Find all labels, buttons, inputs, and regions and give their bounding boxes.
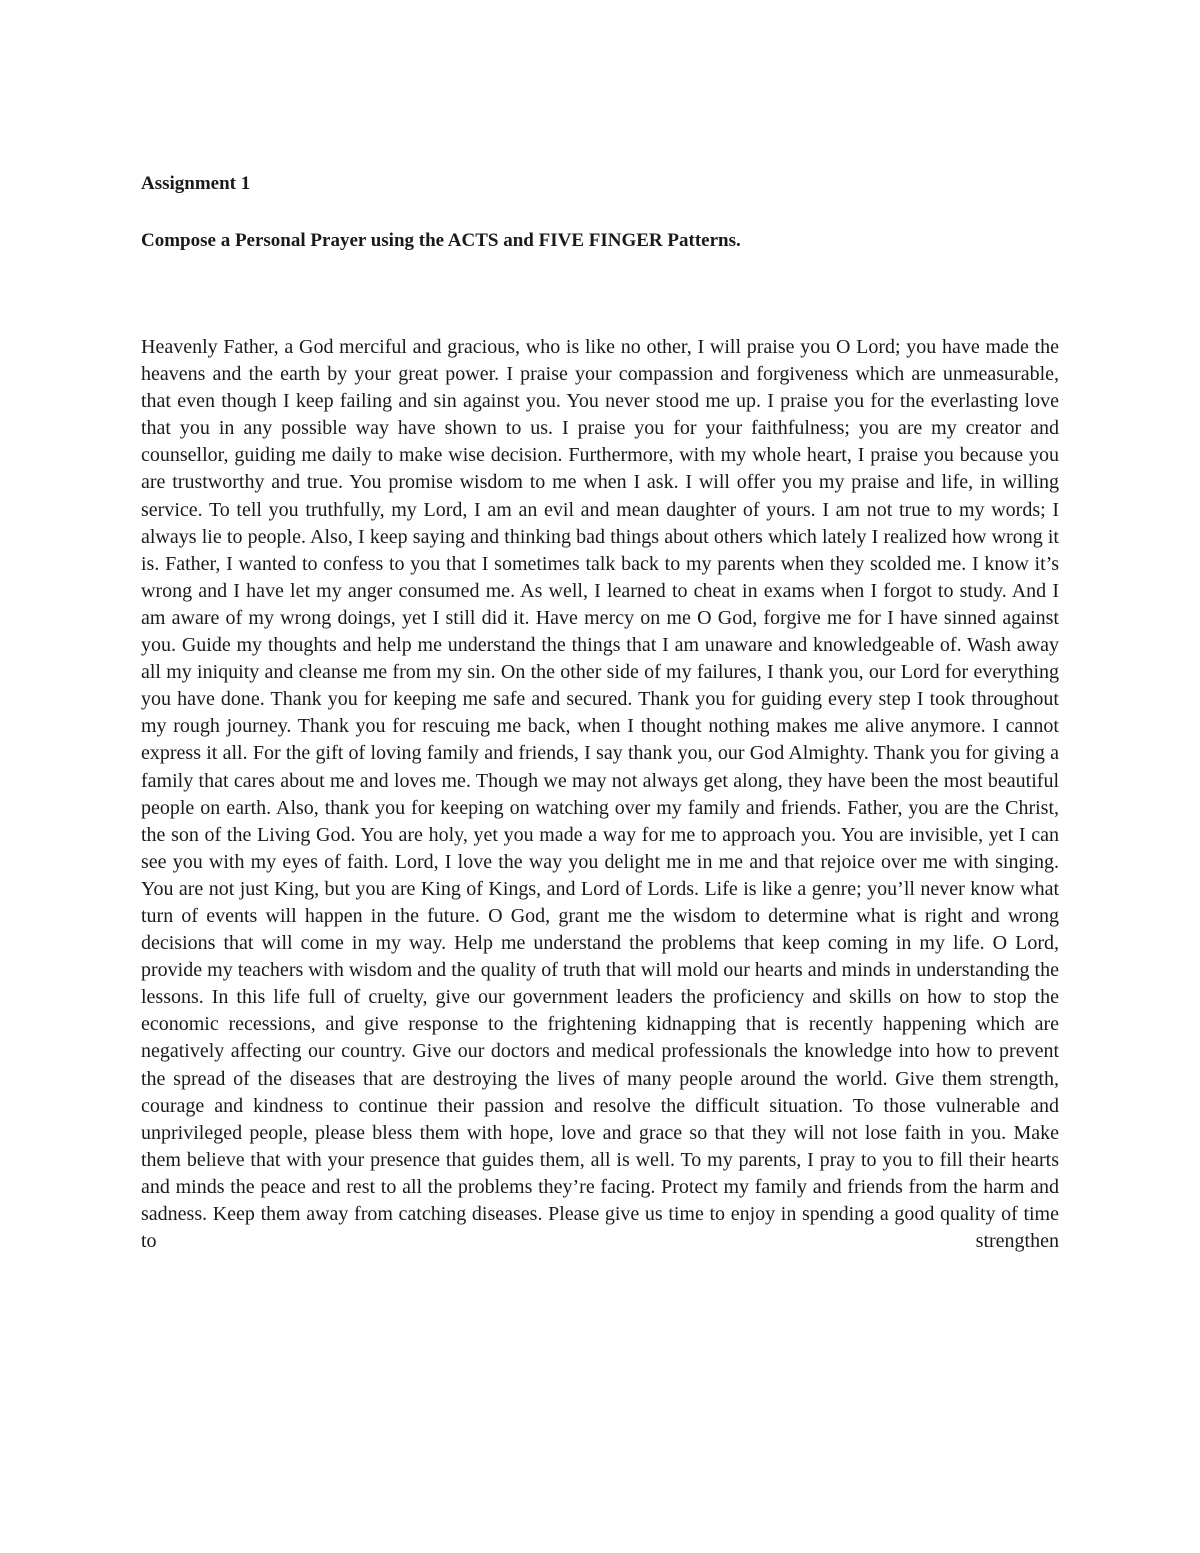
document-title: Assignment 1 [141, 173, 251, 194]
prayer-body-text: Heavenly Father, a God merciful and gracious, who is like no other, I will praise you O Lord; you have made the heavens and the earth by your great power. I praise your compassion and forgiveness which are unmeasurable, that even though I keep failing and sin against you. You never stood me up. I praise you for the everlasting love that you in any possible way have shown to us. I praise you for your faithfulness; you are my creator and counsellor, guiding me daily to make wise decision. Furthermore, with my whole heart, I praise you because you are trustworthy and true. You promise wisdom to me when I ask. I will offer you my praise and life, in willing service. To tell you truthfully, my Lord, I am an evil and mean daughter of yours. I am not true to my words; I always lie to people. Also, I keep saying and thinking bad things about others which lately I realized how wrong it is. Father, I wanted to confess to you that I sometimes talk back to my parents when they scolded me. I know it’s wrong and I have let my anger consumed me. As well, I learned to cheat in exams when I forgot to study. And I am aware of my wrong doings, yet I still did it. Have mercy on me O God, forgive me for I have sinned against you. Guide my thoughts and help me understand the things that I am unaware and knowledgeable of. Wash away all my iniquity and cleanse me from my sin. On the other side of my failures, I thank you, our Lord for everything you have done. Thank you for keeping me safe and secured. Thank you for guiding every step I took throughout my rough journey. Thank you for rescuing me back, when I thought nothing makes me alive anymore. I cannot express it all. For the gift of loving family and friends, I say thank you, our God Almighty. Thank you for giving a family that cares about me and loves me. Though we may not always get along, they have been the most beautiful people on earth. Also, thank you for keeping on watching over my family and friends. Father, you are the Christ, the son of the Living God. You are holy, yet you made a way for me to approach you. You are invisible, yet I can see you with my eyes of faith. Lord, I love the way you delight me in me and that rejoice over me with singing. You are not just King, but you are King of Kings, and Lord of Lords. Life is like a genre; you’ll never know what turn of events will happen in the future. O God, grant me the wisdom to determine what is right and wrong decisions that will come in my way. Help me understand the problems that keep coming in my life. O Lord, provide my teachers with wisdom and the quality of truth that will mold our hearts and minds in understanding the lessons. In this life full of cruelty, give our government leaders the proficiency and skills on how to stop the economic recessions, and give response to the frightening kidnapping that is recently happening which are negatively affecting our country. Give our doctors and medical professionals the knowledge into how to prevent the spread of the diseases that are destroying the lives of many people around the world. Give them strength, courage and kindness to continue their passion and resolve the difficult situation. To those vulnerable and unprivileged people, please bless them with hope, love and grace so that they will not lose faith in you. Make them believe that with your presence that guides them, all is well. To my parents, I pray to you to fill their hearts and minds the peace and rest to all the problems they’re facing. Protect my family and friends from the harm and sadness. Keep them away from catching diseases. Please give us time to enjoy in spending a good quality of time to strengthen [141, 336, 1059, 1253]
document-subtitle: Compose a Personal Prayer using the ACTS and FIVE FINGER Patterns. [141, 230, 741, 251]
